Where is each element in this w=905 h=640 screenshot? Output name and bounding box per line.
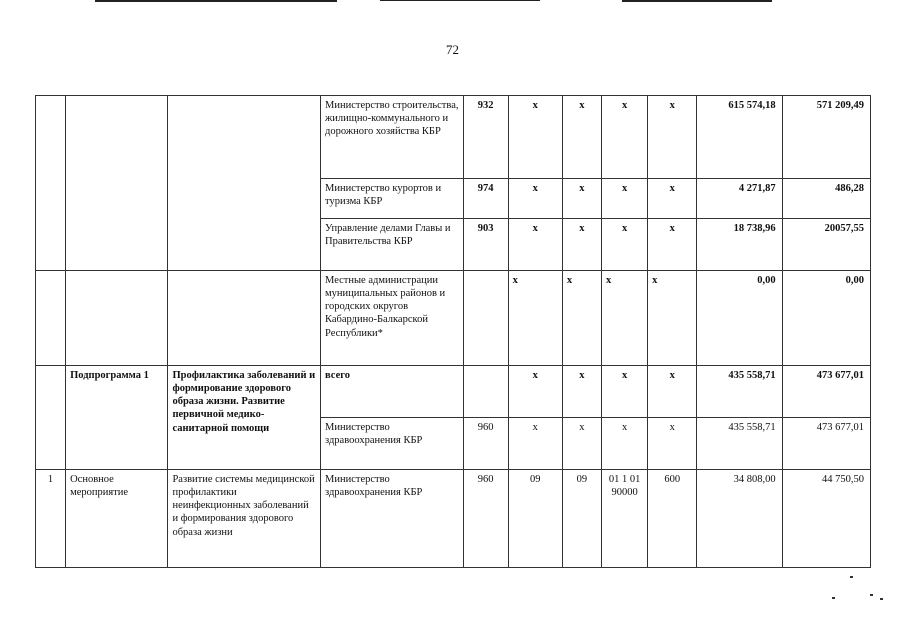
name-cell	[168, 96, 321, 271]
table-row	[36, 366, 871, 418]
expense-type-cell: х	[648, 179, 697, 219]
code-cell: 974	[463, 179, 508, 219]
subsection-cell: х	[562, 271, 601, 366]
target-cell: х	[601, 366, 647, 418]
subsection-cell: х	[562, 219, 601, 271]
scan-speck	[850, 576, 853, 578]
num-cell	[36, 366, 66, 470]
value-1-cell: 0,00	[697, 271, 782, 366]
name-cell	[168, 271, 321, 366]
num-cell	[36, 271, 66, 366]
code-cell: 960	[463, 470, 508, 568]
table-row	[36, 271, 871, 366]
value-1-cell: 4 271,87	[697, 179, 782, 219]
code-cell: 960	[463, 418, 508, 470]
value-2-cell: 473 677,01	[782, 366, 870, 418]
type-cell: Подпрограмма 1	[66, 366, 168, 470]
org-cell: Министерство здравоохранения КБР	[321, 418, 464, 470]
org-cell: Управление делами Главы и Правительства КБР	[321, 219, 464, 271]
org-cell: Министерство курортов и туризма КБР	[321, 179, 464, 219]
name-cell: Развитие системы медицинской профилактики неинфекционных заболеваний и формирования здорового образа жизни	[168, 470, 321, 568]
expense-type-cell: 600	[648, 470, 697, 568]
value-2-cell: 571 209,49	[782, 96, 870, 179]
section-cell: х	[508, 96, 562, 179]
org-cell: Местные администрации муниципальных районов и городских округов Кабардино-Балкарской Республики*	[321, 271, 464, 366]
num-cell	[36, 96, 66, 271]
subsection-cell: х	[562, 366, 601, 418]
value-2-cell: 44 750,50	[782, 470, 870, 568]
expense-type-cell: х	[648, 418, 697, 470]
value-1-cell: 435 558,71	[697, 366, 782, 418]
code-cell	[463, 366, 508, 418]
type-cell: Основное мероприятие	[66, 470, 168, 568]
value-2-cell: 473 677,01	[782, 418, 870, 470]
expense-type-cell: х	[648, 366, 697, 418]
code-cell	[463, 271, 508, 366]
type-cell	[66, 271, 168, 366]
target-cell: х	[601, 179, 647, 219]
budget-table	[35, 95, 871, 568]
subsection-cell: х	[562, 179, 601, 219]
scan-speck	[832, 597, 835, 599]
value-1-cell: 615 574,18	[697, 96, 782, 179]
value-2-cell: 486,28	[782, 179, 870, 219]
expense-type-cell: х	[648, 271, 697, 366]
section-cell: х	[508, 179, 562, 219]
expense-type-cell: х	[648, 96, 697, 179]
section-cell: х	[508, 219, 562, 271]
target-cell: х	[601, 96, 647, 179]
subsection-cell: х	[562, 418, 601, 470]
header-rule-middle	[380, 0, 540, 1]
value-1-cell: 18 738,96	[697, 219, 782, 271]
target-cell: х	[601, 271, 647, 366]
table-row	[36, 96, 871, 179]
target-cell: х	[601, 219, 647, 271]
header-rule-left	[95, 0, 337, 2]
subsection-cell: х	[562, 96, 601, 179]
section-cell: х	[508, 418, 562, 470]
target-cell: 01 1 01 90000	[601, 470, 647, 568]
section-cell: 09	[508, 470, 562, 568]
page-number: 72	[446, 42, 459, 57]
org-cell: Министерство строительства, жилищно-коммунального и дорожного хозяйства КБР	[321, 96, 464, 179]
value-2-cell: 20057,55	[782, 219, 870, 271]
value-2-cell: 0,00	[782, 271, 870, 366]
target-cell: х	[601, 418, 647, 470]
value-1-cell: 435 558,71	[697, 418, 782, 470]
name-cell: Профилактика заболеваний и формирование здорового образа жизни. Развитие первичной медико-санитарной помощи	[168, 366, 321, 470]
num-cell: 1	[36, 470, 66, 568]
type-cell	[66, 96, 168, 271]
code-cell: 932	[463, 96, 508, 179]
section-cell: х	[508, 271, 562, 366]
scan-speck	[870, 594, 873, 596]
org-cell: Министерство здравоохранения КБР	[321, 470, 464, 568]
value-1-cell: 34 808,00	[697, 470, 782, 568]
scan-speck	[880, 598, 883, 600]
expense-type-cell: х	[648, 219, 697, 271]
org-cell: всего	[321, 366, 464, 418]
section-cell: х	[508, 366, 562, 418]
subsection-cell: 09	[562, 470, 601, 568]
table-row	[36, 470, 871, 568]
header-rule-right	[622, 0, 772, 2]
code-cell: 903	[463, 219, 508, 271]
